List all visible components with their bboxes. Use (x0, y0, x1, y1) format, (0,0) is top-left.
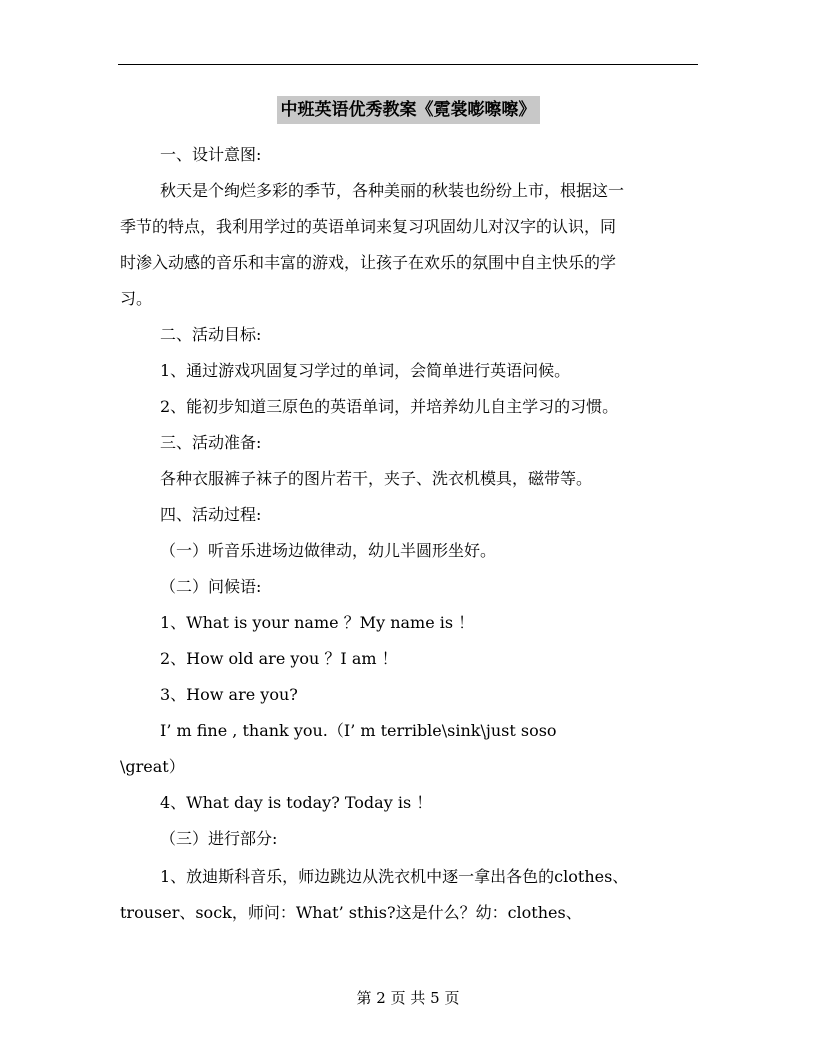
list-item: 1、放迪斯科音乐，师边跳边从洗衣机中逐一拿出各色的clothes、 (160, 867, 629, 886)
paragraph-line: 各种衣服裤子袜子的图片若干，夹子、洗衣机模具，磁带等。 (160, 469, 593, 488)
subsection-heading: （三）进行部分: (160, 829, 278, 848)
paragraph-line: 时渗入动感的音乐和丰富的游戏，让孩子在欢乐的氛围中自主快乐的学 (120, 253, 617, 272)
document-title-text: 中班英语优秀教案《霓裳嘭嚓嚓》 (277, 96, 540, 124)
subsection-heading: （二）问候语: (160, 577, 262, 596)
list-item: 1、What is your name ？My name is ！ (160, 613, 475, 632)
list-item: 4、What day is today? Today is ！ (160, 793, 433, 812)
paragraph-line: I’ m fine , thank you.（I’ m terrible\sink\just soso (160, 721, 557, 740)
paragraph-line: 习。 (120, 289, 153, 308)
section-heading-goals: 二、活动目标: (160, 325, 262, 344)
paragraph-line: trouser、sock，师问：What’ sthis?这是什么？幼：clothes、 (120, 903, 582, 922)
header-rule (118, 64, 698, 65)
list-item: 3、How are you? (160, 685, 298, 704)
paragraph-line: 季节的特点，我利用学过的英语单词来复习巩固幼儿对汉字的认识，同 (120, 217, 617, 236)
section-heading-process: 四、活动过程: (160, 505, 262, 524)
subsection-line: （一）听音乐进场边做律动，幼儿半圆形坐好。 (160, 541, 497, 560)
section-heading-intent: 一、设计意图: (160, 145, 262, 164)
list-item: 2、How old are you ？I am ！ (160, 649, 398, 668)
document-title (0, 96, 816, 124)
list-item: 1、通过游戏巩固复习学过的单词，会简单进行英语问候。 (160, 361, 571, 380)
section-heading-prep: 三、活动准备: (160, 433, 262, 452)
list-item: 2、能初步知道三原色的英语单词，并培养幼儿自主学习的习惯。 (160, 397, 619, 416)
page-footer: 第 2 页 共 5 页 (356, 989, 460, 1007)
paragraph-line: 秋天是个绚烂多彩的季节，各种美丽的秋装也纷纷上市，根据这一 (160, 181, 625, 200)
paragraph-line: \great） (120, 757, 185, 776)
